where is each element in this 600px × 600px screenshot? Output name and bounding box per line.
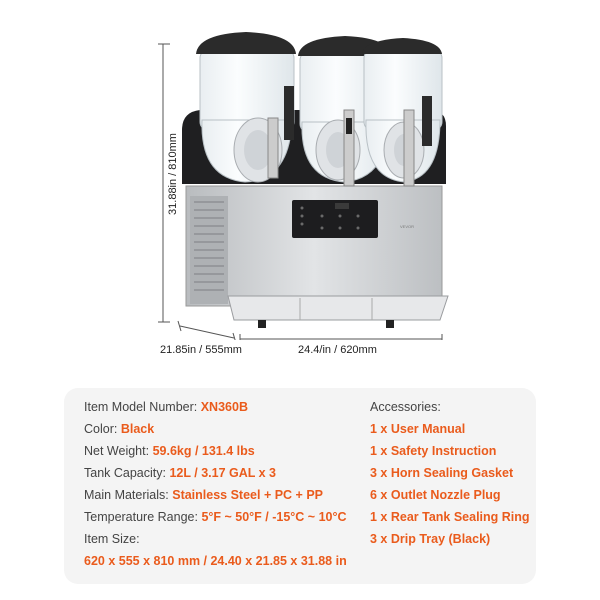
depth-dimension-label: 21.85in / 555mm [160, 344, 242, 356]
accessory-item: 6 x Outlet Nozzle Plug [370, 488, 501, 502]
accessory-item: 1 x Safety Instruction [370, 444, 497, 458]
accessory-item: 1 x Rear Tank Sealing Ring [370, 510, 530, 524]
spec-row-capacity: Tank Capacity: 12L / 3.17 GAL x 3 [84, 466, 277, 480]
width-dimension-label: 24.4/in / 620mm [298, 344, 377, 356]
spec-row-weight: Net Weight: 59.6kg / 131.4 lbs [84, 444, 255, 458]
spec-row-size-label: Item Size: [84, 532, 140, 546]
accessory-item: 3 x Horn Sealing Gasket [370, 466, 514, 480]
height-dimension-label: 31.88in / 810mm [167, 133, 179, 215]
spec-row-color: Color: Black [84, 422, 155, 436]
machine-base [186, 186, 448, 328]
spec-row-model: Item Model Number: XN360B [84, 400, 248, 414]
spec-row-size-value: 620 x 555 x 810 mm / 24.40 x 21.85 x 31.88 in [84, 554, 347, 568]
spec-row-materials: Main Materials: Stainless Steel + PC + PP [84, 488, 324, 502]
accessory-item: 1 x User Manual [370, 422, 466, 436]
bowl-left [196, 32, 296, 182]
spec-row-temperature: Temperature Range: 5°F ~ 50°F / -15°C ~ 10°C [84, 510, 347, 524]
bowl-right [362, 38, 442, 186]
accessory-item: 3 x Drip Tray (Black) [370, 532, 491, 546]
accessories-title: Accessories: [370, 400, 441, 414]
brand-logo: VEVOR [400, 224, 415, 229]
specifications-panel [64, 388, 536, 584]
